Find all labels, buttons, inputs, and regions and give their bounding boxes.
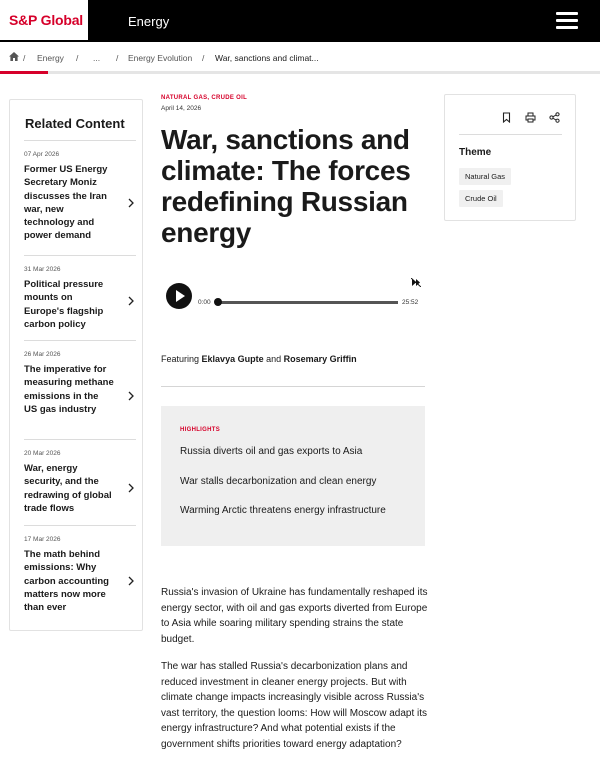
top-navigation-bar	[0, 0, 600, 42]
divider	[161, 386, 425, 387]
related-item-title[interactable]: The imperative for measuring methane emissions in the US gas industry	[24, 364, 114, 415]
featuring-conjunction: and	[266, 354, 282, 364]
highlight-item: Warming Arctic threatens energy infrastructure	[180, 505, 386, 516]
featured-person[interactable]: Eklavya Gupte	[201, 354, 264, 364]
related-item-date: 20 Mar 2026	[24, 450, 61, 457]
play-button[interactable]	[166, 283, 192, 309]
related-item-title[interactable]: Political pressure mounts on Europe's flagship carbon policy	[24, 279, 104, 330]
article-headline: War, sanctions and climate: The forces redefining Russian energy	[161, 124, 411, 248]
related-item-title[interactable]: The math behind emissions: Why carbon accounting matters now more than ever	[24, 549, 109, 614]
chevron-right-icon[interactable]	[127, 576, 135, 586]
related-item-date: 17 Mar 2026	[24, 536, 61, 543]
reading-progress-fill	[0, 71, 48, 74]
breadcrumb-separator: /	[202, 53, 205, 63]
home-icon[interactable]	[9, 52, 19, 61]
highlight-item: Russia diverts oil and gas exports to Asia	[180, 446, 363, 457]
chevron-right-icon[interactable]	[127, 296, 135, 306]
related-item-title[interactable]: Former US Energy Secretary Moniz discusses the Iran war, new technology and power demand	[24, 164, 108, 242]
breadcrumb	[0, 42, 600, 72]
breadcrumb-separator: /	[76, 53, 79, 63]
divider	[459, 134, 562, 135]
related-item-date: 26 Mar 2026	[24, 351, 61, 358]
related-item-date: 07 Apr 2026	[24, 151, 60, 158]
article-topics[interactable]: NATURAL GAS, CRUDE OIL	[161, 95, 248, 101]
hamburger-menu-icon[interactable]	[556, 12, 578, 30]
related-item-title[interactable]: War, energy security, and the redrawing of global trade flows	[24, 463, 112, 514]
audio-seek-bar[interactable]	[218, 301, 398, 304]
related-content-title: Related Content	[25, 116, 125, 131]
audio-duration: 25:52	[402, 299, 419, 306]
audio-current-time: 0:00	[198, 299, 211, 306]
breadcrumb-separator: /	[116, 53, 119, 63]
print-icon[interactable]	[525, 112, 536, 123]
playback-speed-icon[interactable]	[411, 278, 421, 287]
breadcrumb-ellipsis[interactable]: ...	[93, 53, 101, 63]
logo-text: S&P Global	[9, 12, 83, 28]
related-item[interactable]	[24, 439, 136, 525]
related-item-date: 31 Mar 2026	[24, 266, 61, 273]
featuring-prefix: Featuring	[161, 354, 200, 364]
publish-date: April 14, 2026	[161, 105, 202, 112]
highlight-item: War stalls decarbonization and clean energy	[180, 476, 377, 487]
chevron-right-icon[interactable]	[127, 198, 135, 208]
article-paragraph: Russia's invasion of Ukraine has fundamentally reshaped its energy sector, with oil and gas exports diverted from Europe to Asia while soaring military spending strains the state budget.	[161, 587, 428, 645]
related-item[interactable]	[24, 255, 136, 340]
theme-tag-crude-oil[interactable]: Crude Oil	[459, 190, 503, 207]
breadcrumb-separator: /	[23, 53, 26, 63]
share-icon[interactable]	[549, 112, 560, 123]
related-content-panel	[9, 99, 143, 631]
theme-label: Theme	[459, 147, 492, 158]
article-tools-panel	[444, 94, 576, 221]
section-title[interactable]: Energy	[128, 14, 170, 29]
chevron-right-icon[interactable]	[127, 391, 135, 401]
featured-person[interactable]: Rosemary Griffin	[283, 354, 357, 364]
breadcrumb-energy[interactable]: Energy	[37, 53, 64, 63]
theme-tag-natural-gas[interactable]: Natural Gas	[459, 168, 511, 185]
related-item[interactable]	[24, 340, 136, 439]
highlights-box	[161, 406, 425, 546]
play-icon	[176, 290, 185, 302]
audio-player	[161, 277, 426, 317]
breadcrumb-energy-evolution[interactable]: Energy Evolution	[128, 53, 193, 63]
chevron-right-icon[interactable]	[127, 483, 135, 493]
highlights-label: HIGHLIGHTS	[180, 427, 220, 433]
article-paragraph: The war has stalled Russia's decarbonization plans and reduced investment in cleaner energy projects. But with climate change impacts increasingly visible across Russia's vast territory, the question looms: How will Moscow adapt its energy infrastructure? And what potential exists if the government shifts priorities toward energy adaptation?	[161, 661, 428, 750]
audio-seek-thumb[interactable]	[214, 298, 222, 306]
related-item[interactable]	[24, 525, 136, 625]
breadcrumb-current-page: War, sanctions and climat...	[215, 53, 319, 63]
bookmark-icon[interactable]	[501, 112, 512, 123]
featuring-line	[161, 354, 357, 364]
reading-progress-bar	[0, 71, 600, 74]
site-logo[interactable]	[0, 0, 88, 42]
related-item[interactable]	[24, 140, 136, 263]
